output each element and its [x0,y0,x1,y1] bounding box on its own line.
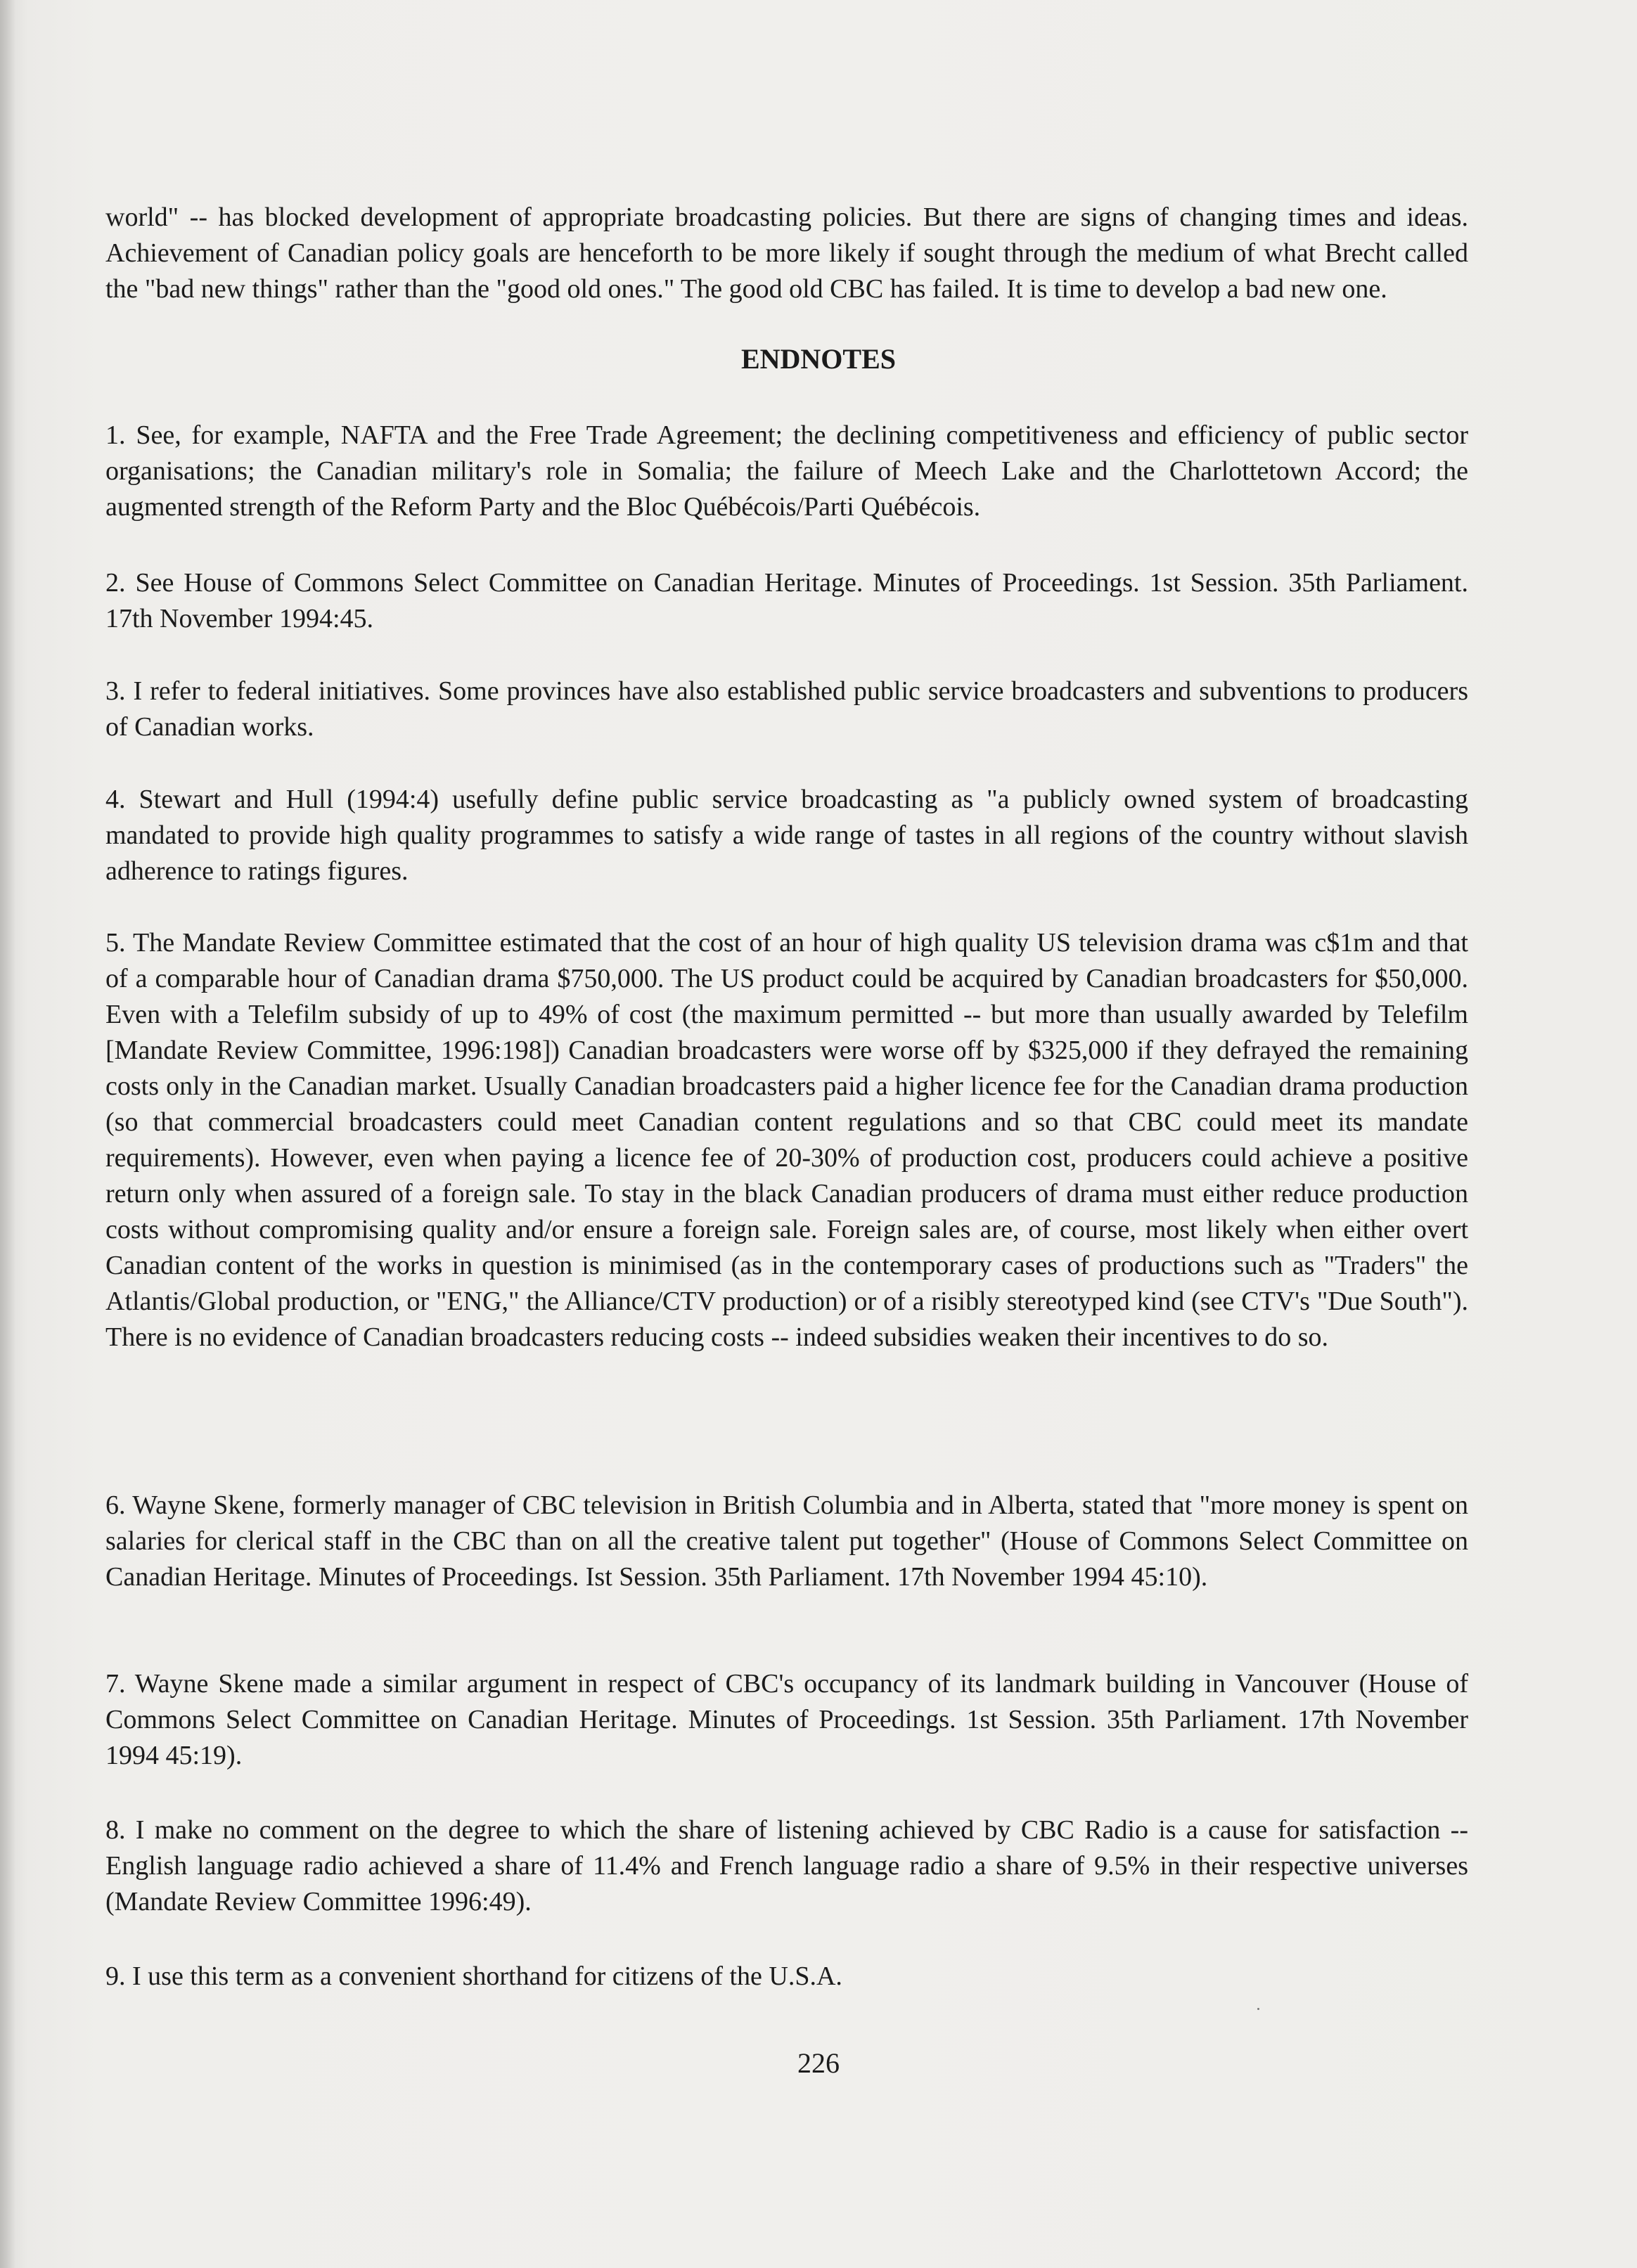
endnote-9: 9. I use this term as a convenient shorthand for citizens of the U.S.A. [105,1961,842,1991]
page-number: 226 [797,2047,840,2079]
intro-paragraph: world" -- has blocked development of appropriate broadcasting policies. But there are signs of changing times and ideas. Achievement of Canadian policy goals are henceforth to be more likely if sought through the medium of what Brecht called the "bad new things" rather than the "good old ones." The good old CBC has failed. It is time to develop a bad new one. [105,202,1468,304]
endnotes-heading: ENDNOTES [740,343,897,375]
endnote-2: 2. See House of Commons Select Committee on Canadian Heritage. Minutes of Proceedings. 1st Session. 35th Parliament. 17th November 1994:45. [105,568,1468,633]
endnote-5: 5. The Mandate Review Committee estimated that the cost of an hour of high quality US television drama was c$1m and that of a comparable hour of Canadian drama $750,000. The US product could be acquired by Canadian broadcasters for $50,000. Even with a Telefilm subsidy of up to 49% of cost (the maximum permitted -- but more than usually awarded by Telefilm [Mandate Review Committee, 1996:198]) Canadian broadcasters were worse off by $325,000 if they defrayed the remaining costs only in the Canadian market. Usually Canadian broadcasters paid a higher licence fee for the Canadian drama production (so that commercial broadcasters could meet Canadian content regulations and so that CBC could meet its mandate requirements). However, even when paying a licence fee of 20-30% of production cost, producers could achieve a positive return only when assured of a foreign sale. To stay in the black Canadian producers of drama must either reduce production costs without compromising quality and/or ensure a foreign sale. Foreign sales are, of course, most likely when either overt Canadian content of the works in question is minimised (as in the contemporary cases of productions such as "Traders" the Atlantis/Global production, or "ENG," the Alliance/CTV production) or of a risibly stereotyped kind (see CTV's "Due South"). There is no evidence of Canadian broadcasters reducing costs -- indeed subsidies weaken their incentives to do so. [105,928,1468,1352]
endnote-3: 3. I refer to federal initiatives. Some provinces have also established public service broadcasters and subventions to producers of Canadian works. [105,676,1468,742]
page-edge-shadow [0,0,15,2268]
endnote-1: 1. See, for example, NAFTA and the Free Trade Agreement; the declining competitiveness and efficiency of public sector organisations; the Canadian military's role in Somalia; the failure of Meech Lake and the Charlottetown Accord; the augmented strength of the Reform Party and the Bloc Québécois/Parti Québécois. [105,420,1468,522]
endnote-7: 7. Wayne Skene made a similar argument in respect of CBC's occupancy of its landmark building in Vancouver (House of Commons Select Committee on Canadian Heritage. Minutes of Proceedings. 1st Session. 35th Parliament. 17th November 1994 45:19). [105,1669,1468,1770]
endnote-6: 6. Wayne Skene, formerly manager of CBC television in British Columbia and in Alberta, stated that "more money is spent on salaries for clerical staff in the CBC than on all the creative talent put together" (House of Commons Select Committee on Canadian Heritage. Minutes of Proceedings. Ist Session. 35th Parliament. 17th November 1994 45:10). [105,1490,1468,1592]
endnote-4: 4. Stewart and Hull (1994:4) usefully define public service broadcasting as "a publicly owned system of broadcasting mandated to provide high quality programmes to satisfy a wide range of tastes in all regions of the country without slavish adherence to ratings figures. [105,785,1468,886]
endnote-8: 8. I make no comment on the degree to which the share of listening achieved by CBC Radio is a cause for satisfaction -- English language radio achieved a share of 11.4% and French language radio a share of 9.5% in their respective universes (Mandate Review Committee 1996:49). [105,1815,1468,1916]
scan-speck [1257,2008,1259,2010]
